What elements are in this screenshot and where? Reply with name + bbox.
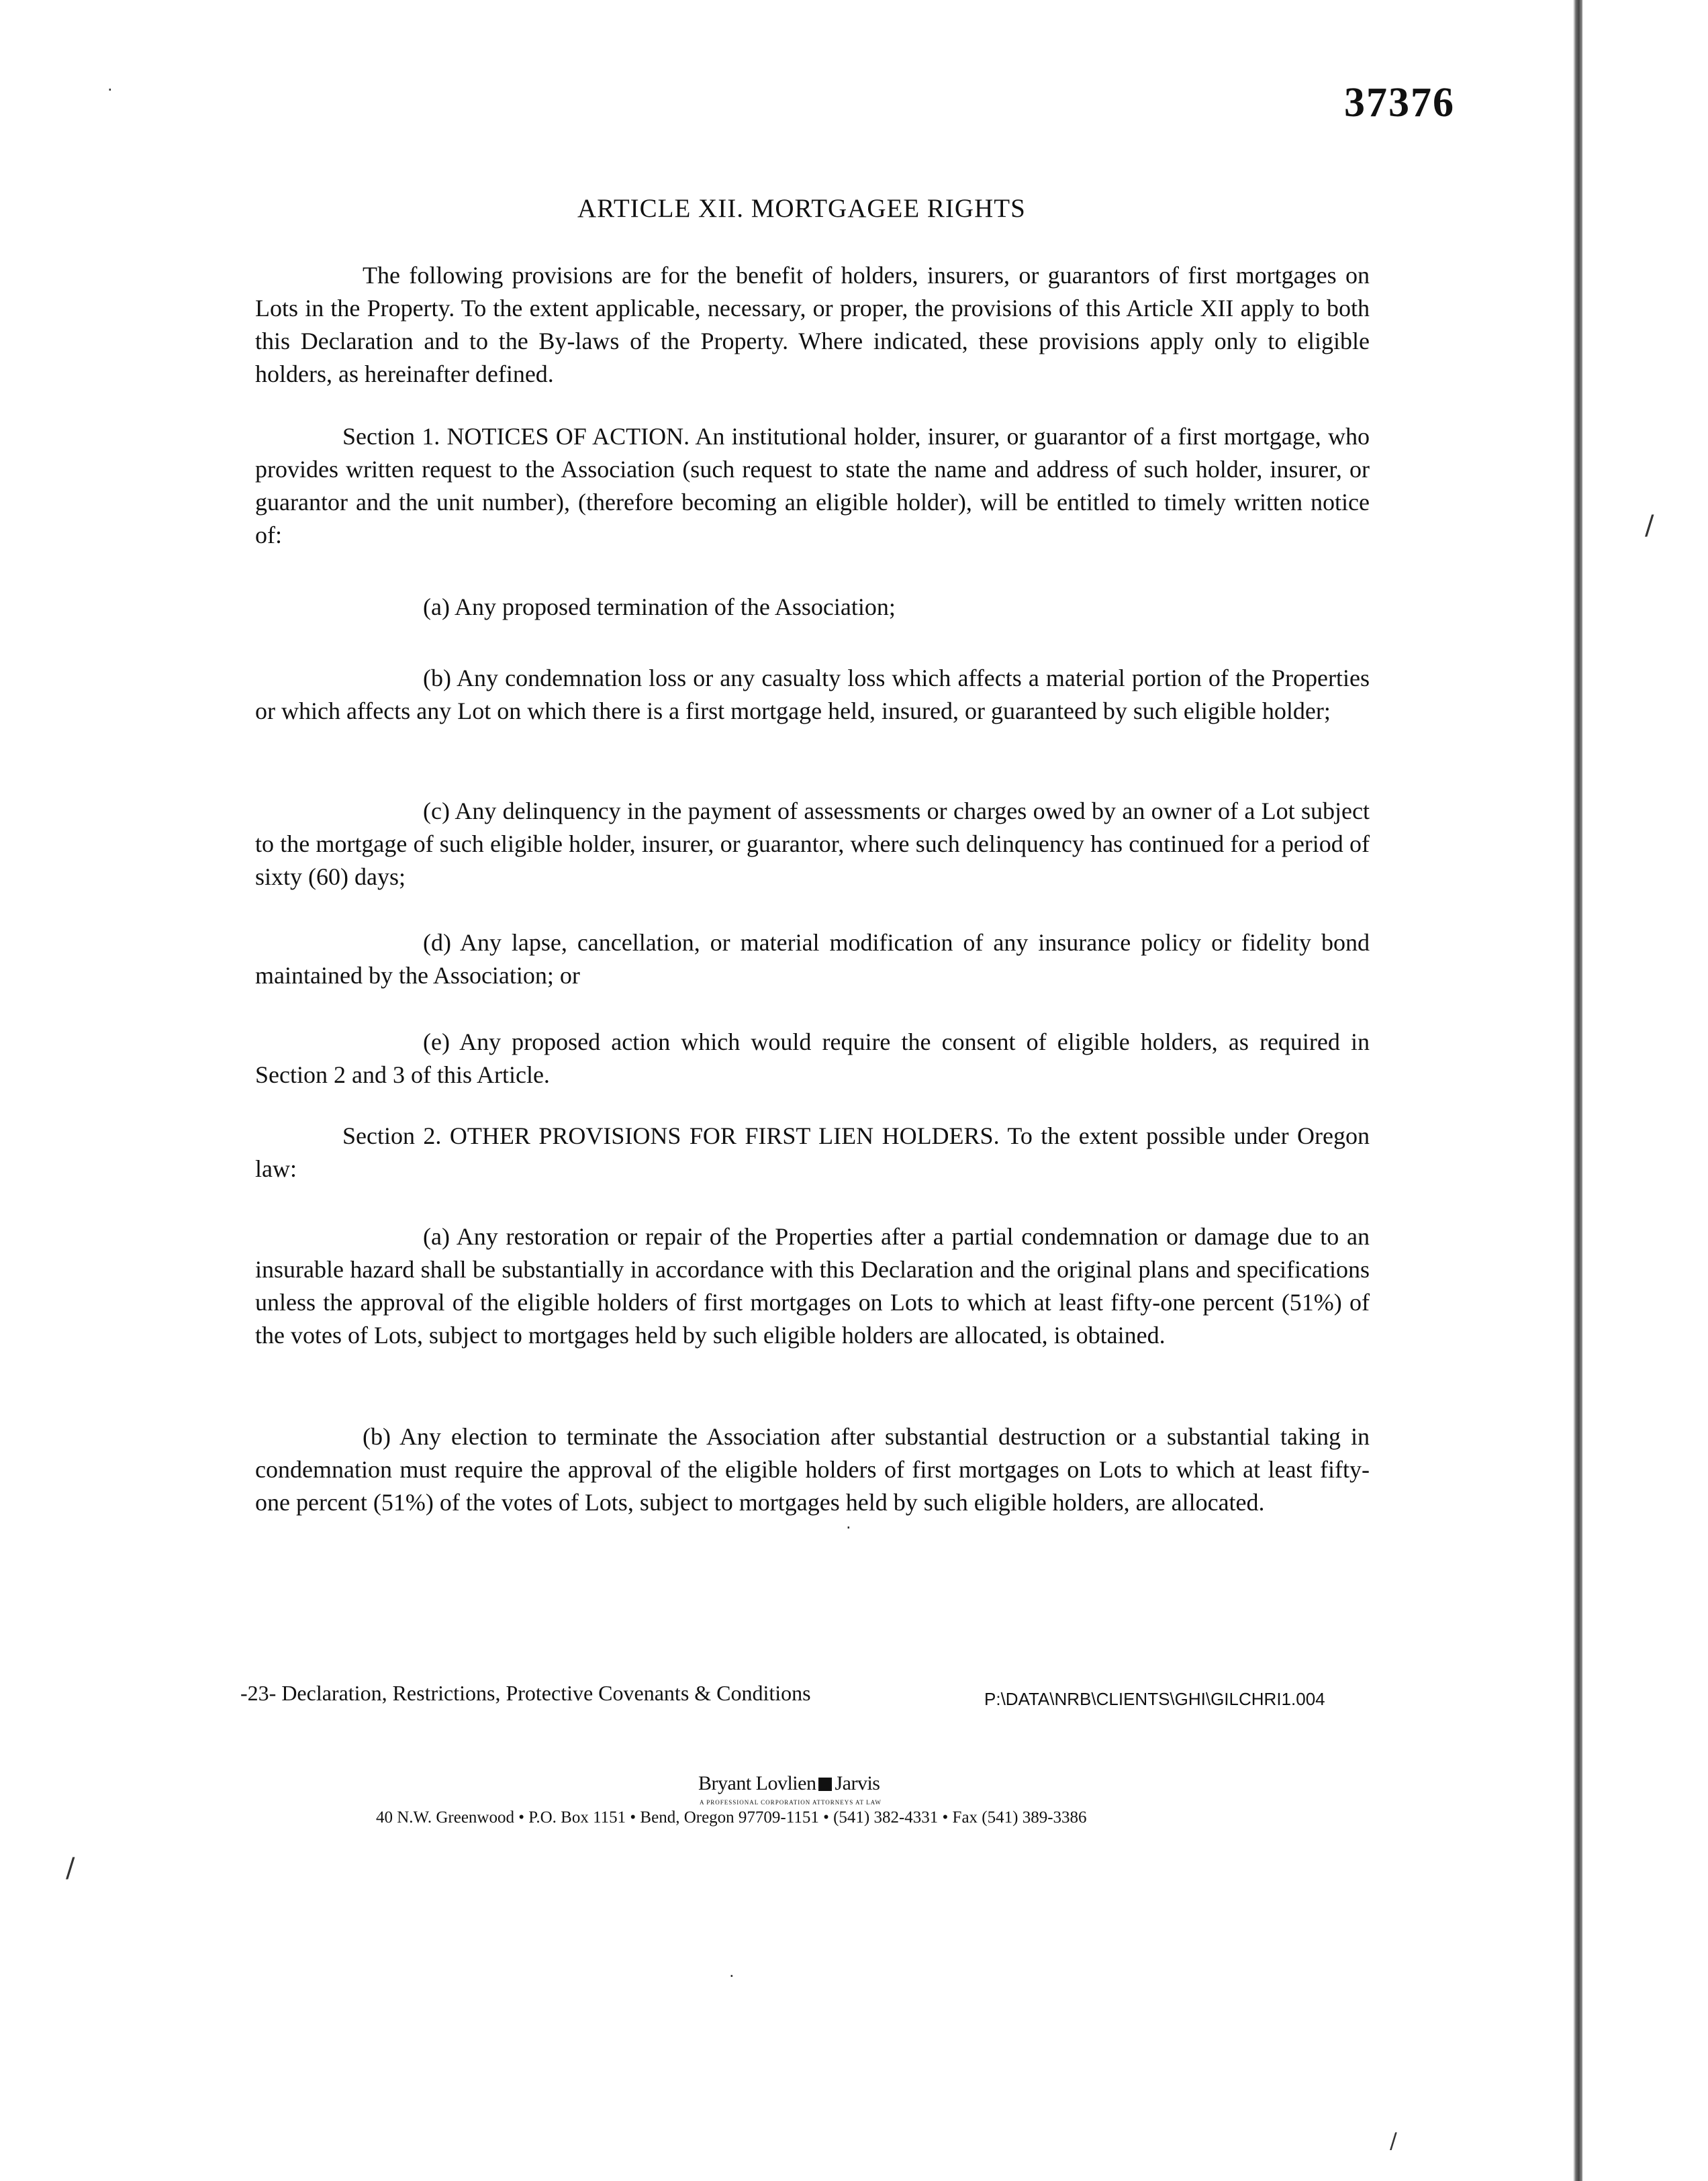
record-number: 37376 [1344, 80, 1455, 126]
firm-subtitle: A PROFESSIONAL CORPORATION ATTORNEYS AT LAW [700, 1799, 882, 1806]
firm-address: 40 N.W. Greenwood • P.O. Box 1151 • Bend, Oregon 97709-1151 • (541) 382-4331 • Fax (541) 389-3386 [376, 1808, 1087, 1827]
scan-edge-line [1573, 0, 1582, 2181]
file-path: P:\DATA\NRB\CLIENTS\GHI\GILCHRI1.004 [984, 1689, 1325, 1709]
firm-name-part-2: Jarvis [835, 1772, 880, 1794]
section-1-item-d: (d) Any lapse, cancellation, or material modification of any insurance policy or fidelity bond maintained by the Association; or [255, 929, 1370, 989]
section-1-item-e: (e) Any proposed action which would require the consent of eligible holders, as required in Section 2 and 3 of this Article. [255, 1028, 1370, 1088]
section-2-item-a: (a) Any restoration or repair of the Properties after a partial condemnation or damage due to an insurable hazard shall be substantially in accordance with this Declaration and the original plans and specifications unless the approval of the eligible holders of first mortgages on Lots to which at least fifty-one percent (51%) of the votes of Lots, subject to mortgages held by such eligible holders are allocated, is obtained. [255, 1223, 1370, 1349]
scan-speck-icon: · [107, 81, 113, 99]
section-1-item-c: (c) Any delinquency in the payment of assessments or charges owed by an owner of a Lot subject to the mortgage of such eligible holder, insurer, or guarantor, where such delinquency has continued for a period of sixty (60) days; [255, 797, 1370, 890]
firm-name [698, 1772, 880, 1795]
scan-mark-icon: / [1645, 510, 1654, 541]
intro-paragraph: The following provisions are for the benefit of holders, insurers, or guarantors of first mortgages on Lots in the Property. To the extent applicable, necessary, or proper, the provisions of this Article XII apply to both this Declaration and to the By-laws of the Property. Where indicated, these provisions apply only to eligible holders, as hereinafter defined. [255, 262, 1370, 387]
scan-mark-icon: / [66, 1853, 75, 1884]
page-footer-title: -23- Declaration, Restrictions, Protective Covenants & Conditions [240, 1681, 811, 1705]
section-2-paragraph: Section 2. OTHER PROVISIONS FOR FIRST LIEN HOLDERS. To the extent possible under Oregon law: [255, 1122, 1370, 1182]
section-2-item-b: (b) Any election to terminate the Association after substantial destruction or a substantial taking in condemnation must require the approval of the eligible holders of first mortgages on Lots to which at least fifty-one percent (51%) of the votes of Lots, subject to mortgages held by such eligible holders, are allocated. [255, 1423, 1370, 1516]
section-1-item-a: (a) Any proposed termination of the Association; [423, 593, 896, 620]
scan-speck-icon: · [846, 1518, 851, 1537]
section-1-paragraph: Section 1. NOTICES OF ACTION. An institutional holder, insurer, or guarantor of a first mortgage, who provides written request to the Association (such request to state the name and address of such holder, insurer, or guarantor and the unit number), (therefore becoming an eligible holder), will be entitled to timely written notice of: [255, 423, 1370, 548]
article-title: ARTICLE XII. MORTGAGEE RIGHTS [577, 194, 1026, 223]
scan-mark-icon: / [1390, 2128, 1397, 2153]
section-1-item-b: (b) Any condemnation loss or any casualty loss which affects a material portion of the Properties or which affects any Lot on which there is a first mortgage held, insured, or guaranteed by such eligible holder; [255, 665, 1370, 724]
scan-speck-icon: · [729, 1967, 734, 1986]
firm-name-part-1: Bryant Lovlien [698, 1772, 816, 1794]
firm-square-icon [818, 1778, 832, 1791]
